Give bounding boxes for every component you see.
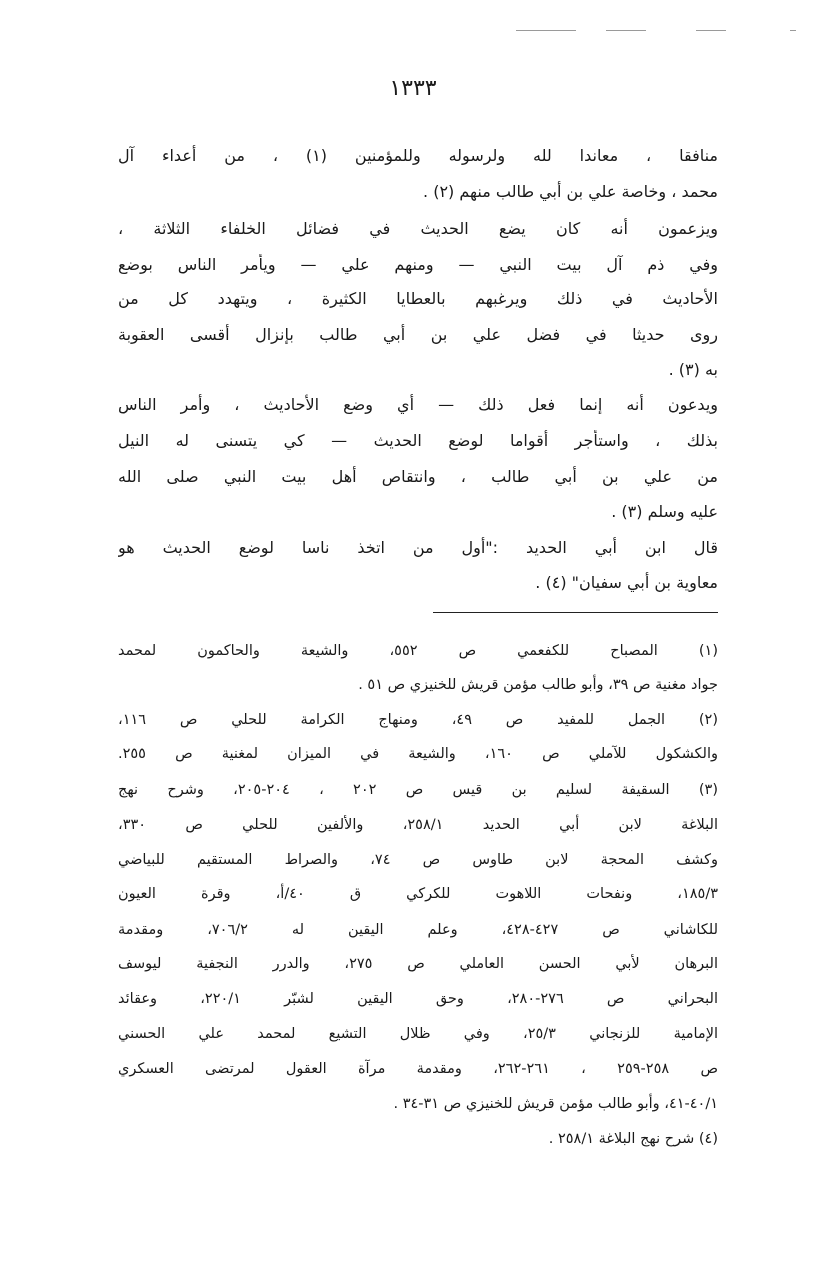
page-number: ١٣٣٣ (389, 76, 437, 101)
footnote-line: (٤) شرح نهج البلاغة ٢٥٨/١ . (548, 1131, 718, 1147)
footnote-line: البحراني ص ٢٧٦-٢٨٠، وحق اليقين لشبّر ٢٢٠/١، وعقائد (118, 991, 718, 1007)
main-line: الأحاديث في ذلك ويرغبهم بالعطايا الكثيرة ، ويتهدد كل من (118, 289, 718, 308)
footnote-line: ١٨٥/٣، ونفحات اللاهوت للكركي ق ٤٠/أ، وقرة العيون (118, 886, 718, 902)
footnote-line: البرهان لأبي الحسن العاملي ص ٢٧٥، والدرر النجفية ليوسف (118, 956, 718, 972)
main-line: ويدعون أنه إنما فعل ذلك — أي وضع الأحاديث ، وأمر الناس (118, 395, 718, 414)
main-line: وفي ذم آل بيت النبي — ومنهم علي — ويأمر الناس بوضع (118, 255, 718, 274)
main-line: معاوية بن أبي سفيان" (٤) . (535, 573, 718, 592)
main-line: قال ابن أبي الحديد :"أول من اتخذ ناسا لوضع الحديث هو (118, 538, 718, 557)
footnote-line: (٢) الجمل للمفيد ص ٤٩، ومنهاج الكرامة للحلي ص ١١٦، (118, 712, 718, 728)
main-line: عليه وسلم (٣) . (611, 502, 718, 521)
main-line: من علي بن أبي طالب ، وانتقاص أهل بيت النبي صلى الله (118, 467, 718, 486)
footnote-line: (١) المصباح للكفعمي ص ٥٥٢، والشيعة والحاكمون لمحمد (118, 643, 718, 659)
main-line: بذلك ، واستأجر أقواما لوضع الحديث — كي يتسنى له النيل (118, 431, 718, 450)
footnote-line: ص ٢٥٨-٢٥٩ ، ٢٦١-٢٦٢، ومقدمة مرآة العقول لمرتضى العسكري (118, 1061, 718, 1077)
main-line: روى حديثا في فضل علي بن أبي طالب بإنزال أقسى العقوبة (118, 325, 718, 344)
footnote-line: والكشكول للآملي ص ١٦٠، والشيعة في الميزان لمغنية ص ٢٥٥. (118, 746, 718, 762)
footnote-line: الإمامية للزنجاني ٢٥/٣، وفي ظلال التشيع لمحمد علي الحسني (118, 1026, 718, 1042)
scan-artifact-marks (496, 30, 796, 36)
footnote-line: وكشف المحجة لابن طاوس ص ٧٤، والصراط المستقيم للبياضي (118, 852, 718, 868)
footnote-line: ٤٠/١-٤١، وأبو طالب مؤمن قريش للخنيزي ص ٣١-٣٤ . (393, 1096, 718, 1112)
main-line: منافقا ، معاندا لله ولرسوله وللمؤمنين (١) ، من أعداء آل (118, 146, 718, 165)
footnote-line: للكاشاني ص ٤٢٧-٤٢٨، وعلم اليقين له ٧٠٦/٢، ومقدمة (118, 922, 718, 938)
footnote-line: البلاغة لابن أبي الحديد ٢٥٨/١، والألفين للحلي ص ٣٣٠، (118, 817, 718, 833)
main-line: ويزعمون أنه كان يضع الحديث في فضائل الخلفاء الثلاثة ، (118, 219, 718, 238)
footnote-separator (433, 612, 718, 613)
footnote-line: (٣) السقيفة لسليم بن قيس ص ٢٠٢ ، ٢٠٤-٢٠٥، وشرح نهج (118, 782, 718, 798)
main-line: محمد ، وخاصة علي بن أبي طالب منهم (٢) . (423, 182, 718, 201)
footnote-line: جواد مغنية ص ٣٩، وأبو طالب مؤمن قريش للخنيزي ص ٥١ . (358, 677, 718, 693)
main-line: به (٣) . (668, 360, 718, 379)
